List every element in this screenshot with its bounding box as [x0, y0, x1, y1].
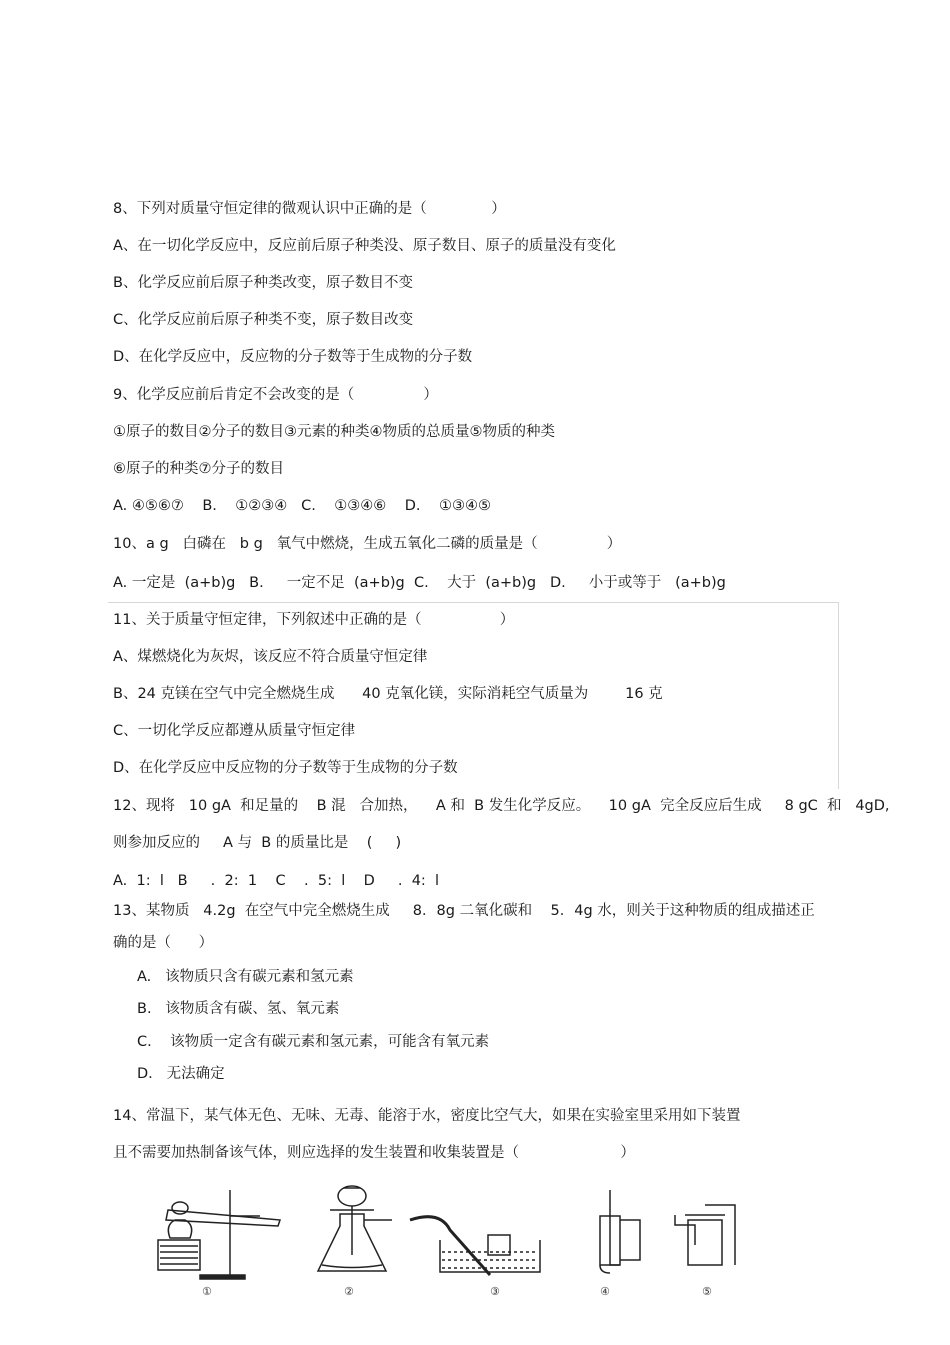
- q13-option-d: D. 无法确定: [137, 1066, 225, 1082]
- apparatus-label-1: ①: [202, 1285, 212, 1298]
- q9-options: A. ④⑤⑥⑦ B. ①②③④ C. ①③④⑥ D. ①③④⑤: [113, 498, 491, 514]
- q8-option-d: D、在化学反应中，反应物的分子数等于生成物的分子数: [113, 349, 473, 365]
- q14-line2: 且不需要加热制备该气体，则应选择的发生装置和收集装置是（ ）: [113, 1145, 635, 1161]
- q10-stem: 10、a g 白磷在 b g 氧气中燃烧，生成五氧化二磷的质量是（ ）: [113, 536, 622, 552]
- apparatus-3-water-trough: [410, 1217, 540, 1275]
- apparatus-5-collection-bottle: [675, 1205, 735, 1265]
- q8-option-c: C、化学反应前后原子种类不变，原子数目改变: [113, 312, 414, 328]
- q12-options: A. 1: l B . 2: 1 C . 5: l D . 4: l: [113, 873, 440, 889]
- q11-option-c: C、一切化学反应都遵从质量守恒定律: [113, 723, 356, 739]
- q14-line1: 14、常温下，某气体无色、无味、无毒、能溶于水，密度比空气大，如果在实验室里采用如下装置: [113, 1108, 741, 1124]
- q13-line1: 13、某物质 4.2g 在空气中完全燃烧生成 8．8g 二氧化碳和 5．4g 水，则关于这种物质的组成描述正: [113, 903, 815, 919]
- apparatus-label-4: ④: [600, 1285, 610, 1298]
- apparatus-4-collection-bottle: [600, 1190, 640, 1273]
- q10-options: A. 一定是 (a+b)g B. 一定不足 (a+b)g C. 大于 (a+b)g D. 小于或等于 (a+b)g: [113, 575, 726, 591]
- q13-line2: 确的是（ ）: [113, 935, 214, 951]
- q8-option-b: B、化学反应前后原子种类改变，原子数目不变: [113, 275, 413, 291]
- q11-option-d: D、在化学反应中反应物的分子数等于生成物的分子数: [113, 760, 458, 776]
- q12-line2: 则参加反应的 A 与 B 的质量比是 ( ): [113, 835, 402, 851]
- apparatus-label-2: ②: [344, 1285, 354, 1298]
- q9-line2: ⑥原子的种类⑦分子的数目: [113, 461, 284, 477]
- apparatus-label-3: ③: [490, 1285, 500, 1298]
- apparatus-2-flask-funnel: [318, 1186, 392, 1271]
- q13-option-c: C. 该物质一定含有碳元素和氢元素，可能含有氧元素: [137, 1034, 490, 1050]
- q13-option-a: A. 该物质只含有碳元素和氢元素: [137, 969, 354, 985]
- q11-option-a: A、煤燃烧化为灰烬，该反应不符合质量守恒定律: [113, 649, 428, 665]
- q9-line1: ①原子的数目②分子的数目③元素的种类④物质的总质量⑤物质的种类: [113, 424, 555, 440]
- q14-apparatus-figure: [130, 1180, 770, 1300]
- q11-option-b: B、24 克镁在空气中完全燃烧生成 40 克氧化镁，实际消耗空气质量为 16 克: [113, 686, 663, 702]
- q8-stem: 8、下列对质量守恒定律的微观认识中正确的是（ ）: [113, 201, 506, 217]
- q11-stem: 11、关于质量守恒定律，下列叙述中正确的是（ ）: [113, 612, 515, 628]
- apparatus-1-heating-setup: [158, 1190, 280, 1279]
- apparatus-label-5: ⑤: [702, 1285, 712, 1298]
- q12-line1: 12、现将 10 gA 和足量的 B 混 合加热， A 和 B 发生化学反应。 10 gA 完全反应后生成 8 gC 和 4gD,: [113, 798, 890, 814]
- q13-option-b: B. 该物质含有碳、氢、氧元素: [137, 1001, 340, 1017]
- q9-stem: 9、化学反应前后肯定不会改变的是（ ）: [113, 387, 438, 403]
- q8-option-a: A、在一切化学反应中，反应前后原子种类没、原子数目、原子的质量没有变化: [113, 238, 616, 254]
